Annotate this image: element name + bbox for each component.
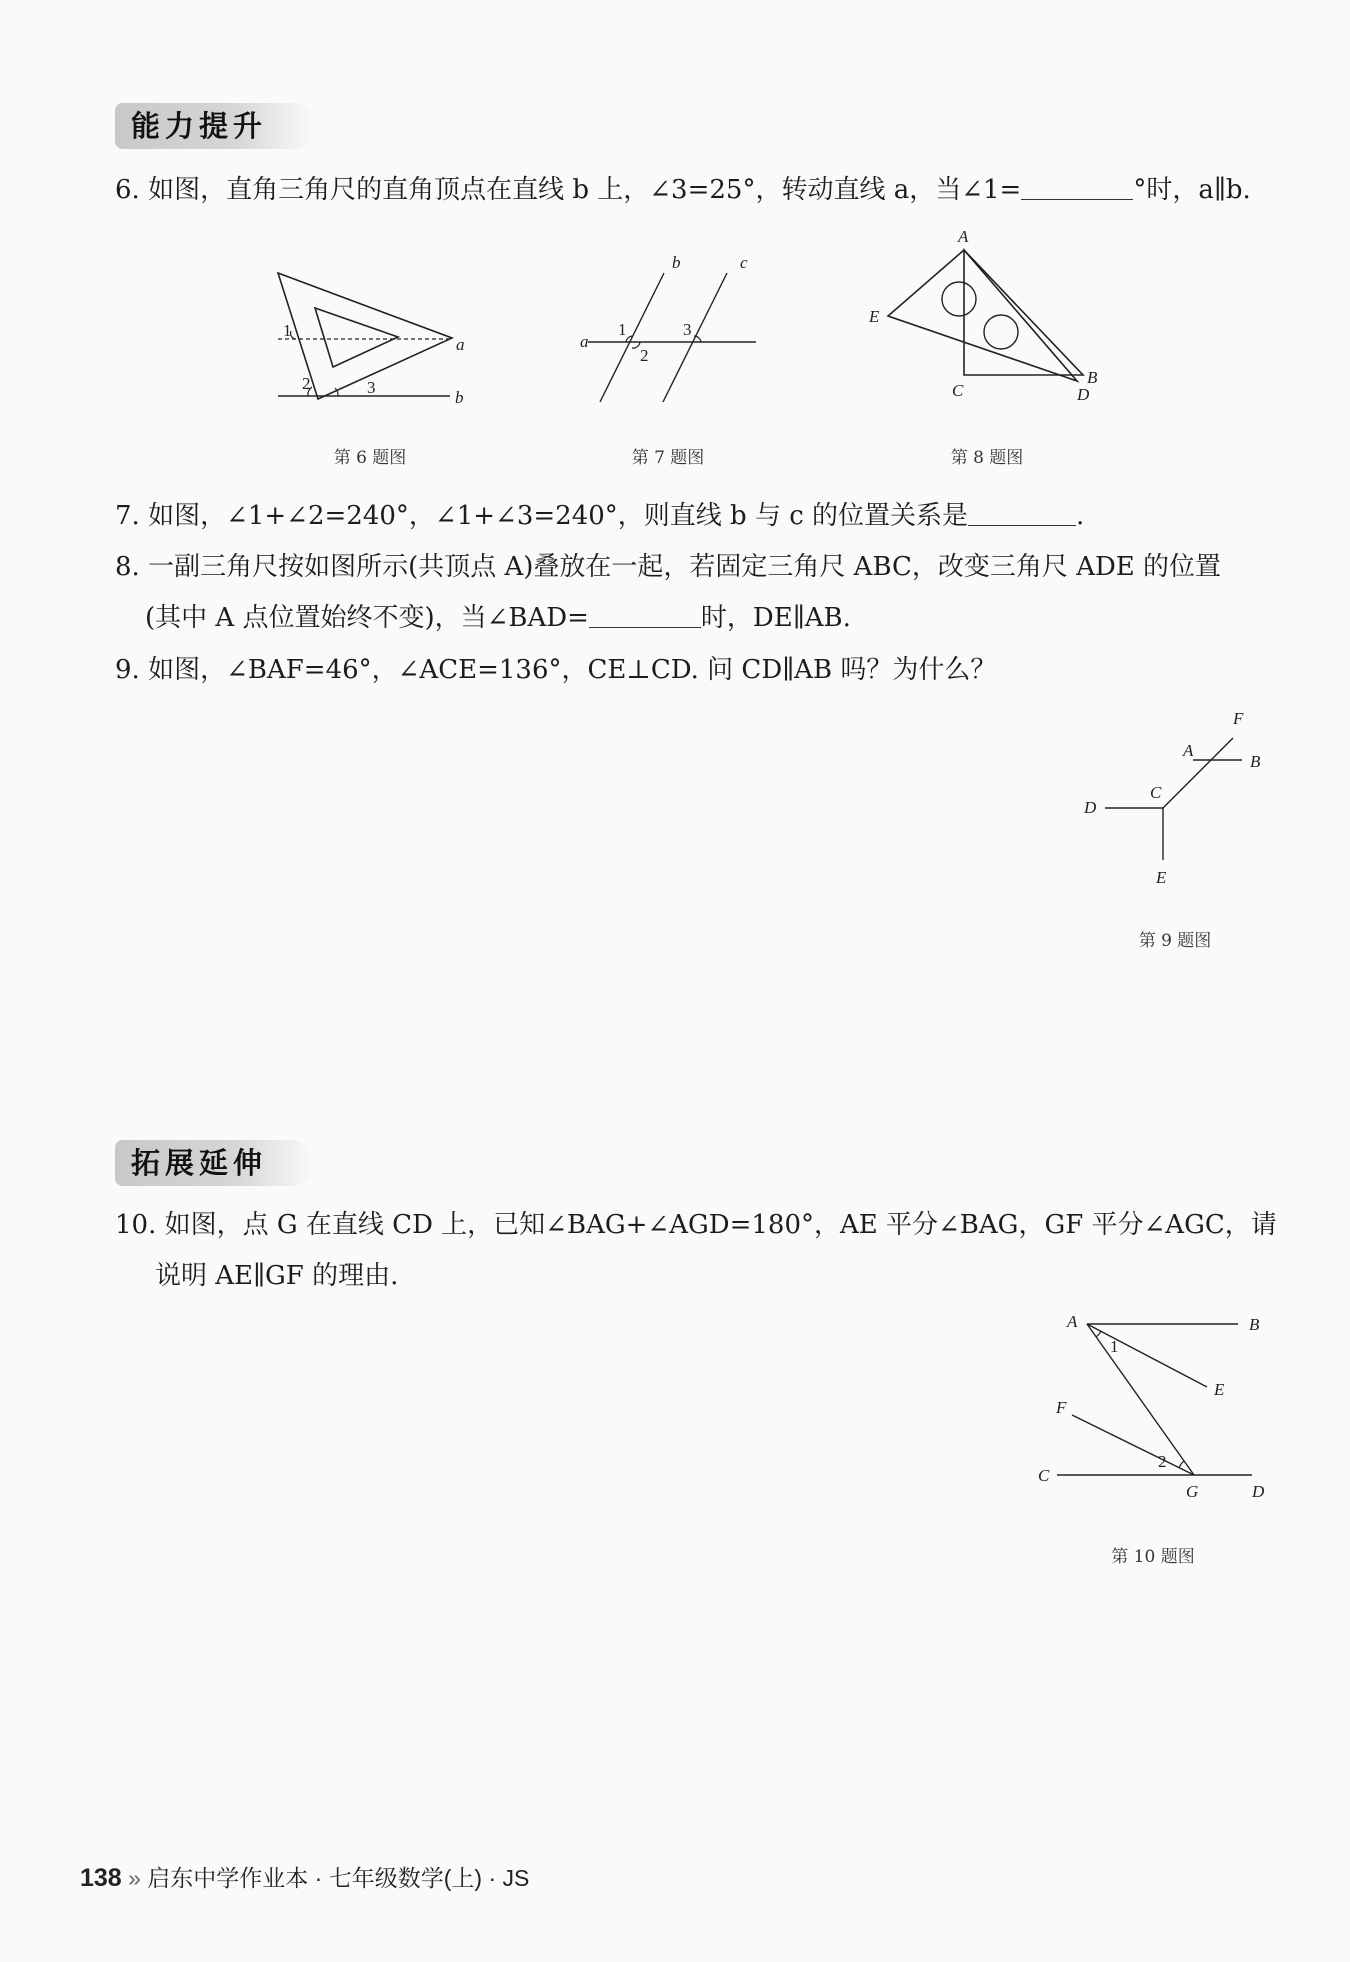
question-tail: 时，DE∥AB. bbox=[700, 603, 851, 633]
answer-blank[interactable] bbox=[589, 601, 701, 628]
label-C: C bbox=[1038, 1466, 1050, 1485]
question-8-line-1: 8. 一副三角尺按如图所示(共顶点 A)叠放在一起，若固定三角尺 ABC，改变三角尺 ADE 的位置 bbox=[115, 552, 1222, 582]
label-1: 1 bbox=[618, 320, 627, 339]
question-text: 6. 如图，直角三角尺的直角顶点在直线 b 上，∠3=25°，转动直线 a，当∠1= bbox=[115, 175, 1022, 205]
question-tail: °时，a∥b. bbox=[1133, 175, 1251, 205]
angle-1-arc bbox=[1096, 1331, 1101, 1337]
label-b: b bbox=[455, 388, 464, 407]
label-F: F bbox=[1233, 709, 1244, 728]
figure-7 bbox=[570, 248, 770, 418]
line-ag bbox=[1087, 1324, 1194, 1475]
label-E: E bbox=[1156, 868, 1167, 887]
ruler-hole-1 bbox=[942, 282, 976, 316]
book-title: 启东中学作业本 · 七年级数学(上) · JS bbox=[147, 1865, 530, 1891]
label-1: 1 bbox=[283, 321, 292, 340]
caption-fig7: 第 7 题图 bbox=[631, 448, 705, 468]
figure-9 bbox=[1070, 705, 1280, 895]
question-10-line-1: 10. 如图，点 G 在直线 CD 上，已知∠BAG+∠AGD=180°，AE 平分∠BAG，GF 平分∠AGC，请 bbox=[115, 1210, 1277, 1240]
label-2: 2 bbox=[1158, 1452, 1167, 1471]
figure-6 bbox=[260, 255, 490, 415]
label-D: D bbox=[1252, 1482, 1265, 1501]
line-b bbox=[600, 273, 664, 402]
label-a: a bbox=[456, 335, 465, 354]
caption-fig8: 第 8 题图 bbox=[950, 448, 1024, 468]
question-7 bbox=[115, 496, 1084, 536]
caption-fig6: 第 6 题图 bbox=[333, 448, 407, 468]
page-footer bbox=[80, 1860, 529, 1893]
caption-fig10: 第 10 题图 bbox=[1111, 1547, 1195, 1567]
caption-fig9: 第 9 题图 bbox=[1138, 931, 1212, 951]
label-F: F bbox=[1056, 1398, 1067, 1417]
ray-ae bbox=[1087, 1324, 1207, 1387]
line-cf bbox=[1163, 738, 1233, 808]
double-arrow-icon: » bbox=[128, 1865, 141, 1891]
question-10-line-2: 说明 AE∥GF 的理由. bbox=[155, 1261, 399, 1291]
question-tail: . bbox=[1076, 501, 1085, 531]
label-a: a bbox=[580, 332, 589, 351]
label-b: b bbox=[672, 253, 681, 272]
label-B: B bbox=[1087, 368, 1098, 387]
label-D: D bbox=[1077, 385, 1090, 404]
section-title: 拓展延伸 bbox=[131, 1146, 268, 1180]
answer-blank[interactable] bbox=[968, 499, 1076, 526]
triangle-inner bbox=[315, 308, 398, 367]
page-number: 138 bbox=[80, 1864, 122, 1892]
line-c bbox=[663, 273, 727, 402]
question-9: 9. 如图，∠BAF=46°，∠ACE=136°，CE⊥CD. 问 CD∥AB 吗？为什么？ bbox=[115, 655, 997, 685]
question-8-line-2 bbox=[145, 598, 851, 638]
label-C: C bbox=[952, 381, 964, 400]
section-title: 能力提升 bbox=[131, 109, 268, 143]
question-6 bbox=[115, 170, 1251, 210]
label-2: 2 bbox=[640, 346, 649, 365]
answer-blank[interactable] bbox=[1021, 173, 1133, 200]
label-G: G bbox=[1186, 1482, 1199, 1501]
label-D: D bbox=[1084, 798, 1097, 817]
section-banner-ability bbox=[115, 103, 315, 149]
label-A: A bbox=[1067, 1312, 1078, 1331]
angle-3-arc bbox=[335, 388, 338, 396]
angle-2-arc bbox=[632, 342, 640, 348]
angle-2-arc bbox=[1179, 1461, 1184, 1468]
figure-8 bbox=[860, 228, 1120, 408]
question-text: (其中 A 点位置始终不变)，当∠BAD= bbox=[145, 603, 589, 633]
label-B: B bbox=[1249, 1315, 1260, 1334]
edge-ab bbox=[964, 250, 1083, 375]
label-E: E bbox=[1214, 1380, 1225, 1399]
label-A: A bbox=[958, 228, 969, 246]
label-C: C bbox=[1150, 783, 1162, 802]
label-1: 1 bbox=[1110, 1337, 1119, 1356]
figure-10 bbox=[1030, 1305, 1280, 1505]
label-A: A bbox=[1183, 741, 1194, 760]
label-3: 3 bbox=[367, 378, 376, 397]
ray-gf bbox=[1072, 1415, 1194, 1475]
ruler-hole-2 bbox=[984, 315, 1018, 349]
label-c: c bbox=[740, 253, 748, 272]
label-2: 2 bbox=[302, 374, 311, 393]
label-B: B bbox=[1250, 752, 1261, 771]
section-banner-extend bbox=[115, 1140, 315, 1186]
label-E: E bbox=[869, 307, 880, 326]
question-text: 7. 如图，∠1+∠2=240°，∠1+∠3=240°，则直线 b 与 c 的位置关系是 bbox=[115, 501, 969, 531]
label-3: 3 bbox=[683, 320, 692, 339]
